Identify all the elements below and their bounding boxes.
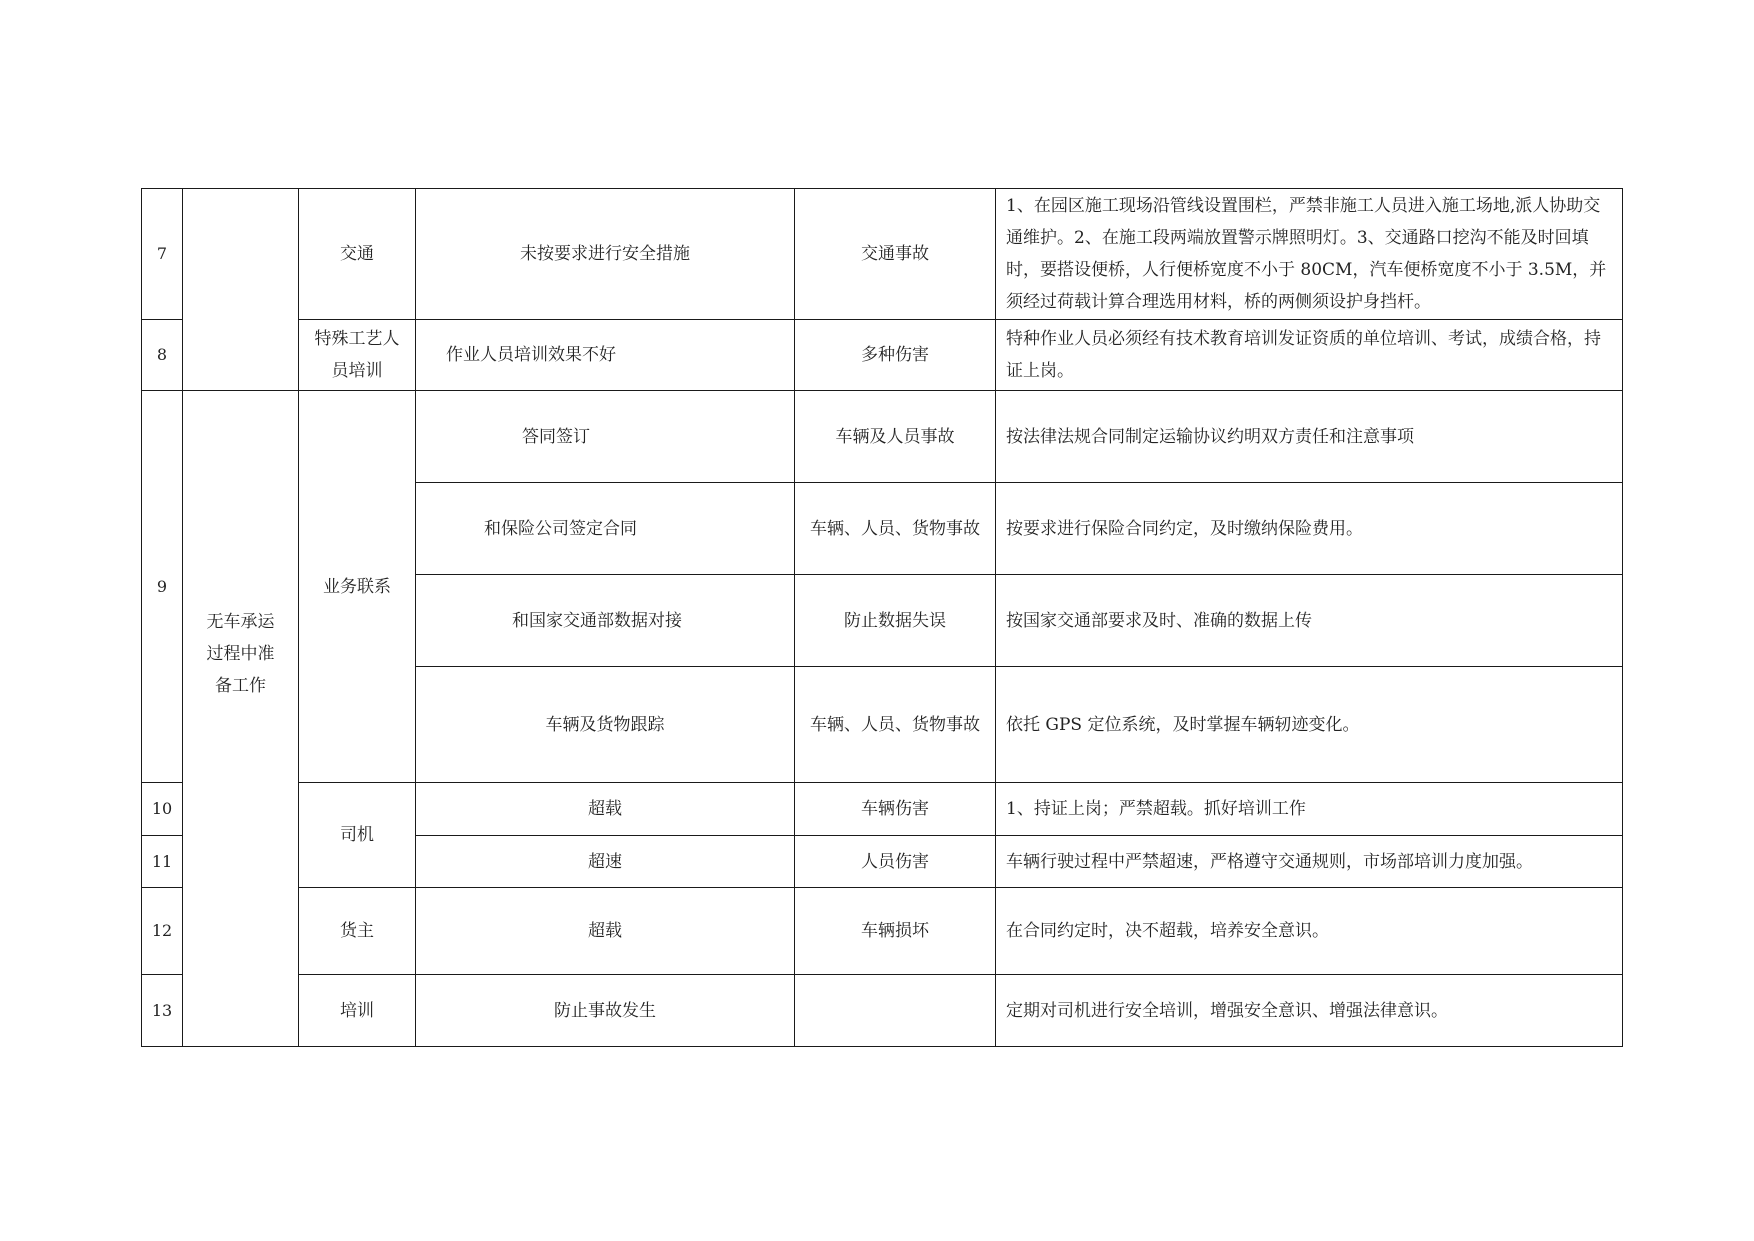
row-number: 11	[142, 836, 183, 888]
hazard-cell: 答同签订	[416, 391, 795, 483]
item-cell: 交通	[299, 189, 416, 320]
row-number: 10	[142, 783, 183, 836]
row-number: 13	[142, 975, 183, 1047]
measure-cell: 依托 GPS 定位系统，及时掌握车辆轫迹变化。	[996, 667, 1623, 783]
consequence-cell: 人员伤害	[795, 836, 996, 888]
item-cell: 特殊工艺人员培训	[299, 320, 416, 391]
row-number: 7	[142, 189, 183, 320]
hazard-cell: 防止事故发生	[416, 975, 795, 1047]
hazard-cell: 车辆及货物跟踪	[416, 667, 795, 783]
hazard-cell: 超载	[416, 783, 795, 836]
measure-cell: 在合同约定时，决不超载，培养安全意识。	[996, 888, 1623, 975]
table-row	[142, 320, 1623, 391]
measure-cell: 定期对司机进行安全培训，增强安全意识、增强法律意识。	[996, 975, 1623, 1047]
consequence-cell: 多种伤害	[795, 320, 996, 391]
category-label: 无车承运过程中准备工作	[206, 612, 275, 696]
consequence-cell: 车辆及人员事故	[795, 391, 996, 483]
hazard-cell: 超载	[416, 888, 795, 975]
consequence-cell: 车辆、人员、货物事故	[795, 667, 996, 783]
table-row	[142, 189, 1623, 320]
row-number: 9	[142, 391, 183, 783]
hazard-cell: 超速	[416, 836, 795, 888]
measure-cell: 按法律法规合同制定运输协议约明双方责任和注意事项	[996, 391, 1623, 483]
table-row	[142, 888, 1623, 975]
risk-control-table	[141, 188, 1623, 1047]
hazard-cell: 未按要求进行安全措施	[416, 189, 795, 320]
category-cell	[183, 391, 299, 1047]
category-cell-empty	[183, 189, 299, 391]
measure-cell: 特种作业人员必须经有技术教育培训发证资质的单位培训、考试，成绩合格，持证上岗。	[996, 320, 1623, 391]
hazard-cell: 作业人员培训效果不好	[416, 320, 795, 391]
measure-cell: 按国家交通部要求及时、准确的数据上传	[996, 575, 1623, 667]
item-cell: 货主	[299, 888, 416, 975]
consequence-cell: 防止数据失误	[795, 575, 996, 667]
hazard-cell: 和保险公司签定合同	[416, 483, 795, 575]
consequence-cell: 车辆伤害	[795, 783, 996, 836]
measure-cell: 按要求进行保险合同约定，及时缴纳保险费用。	[996, 483, 1623, 575]
measure-cell: 1、持证上岗；严禁超载。抓好培训工作	[996, 783, 1623, 836]
table-row	[142, 391, 1623, 483]
row-number: 12	[142, 888, 183, 975]
consequence-cell: 车辆损坏	[795, 888, 996, 975]
measure-cell: 车辆行驶过程中严禁超速，严格遵守交通规则，市场部培训力度加强。	[996, 836, 1623, 888]
item-cell: 培训	[299, 975, 416, 1047]
consequence-cell	[795, 975, 996, 1047]
consequence-cell: 交通事故	[795, 189, 996, 320]
hazard-cell: 和国家交通部数据对接	[416, 575, 795, 667]
table-row	[142, 783, 1623, 836]
item-cell: 司机	[299, 783, 416, 888]
table-row	[142, 975, 1623, 1047]
consequence-cell: 车辆、人员、货物事故	[795, 483, 996, 575]
row-number: 8	[142, 320, 183, 391]
item-cell: 业务联系	[299, 391, 416, 783]
measure-cell: 1、在园区施工现场沿管线设置围栏，严禁非施工人员进入施工场地,派人协助交通维护。2、在施工段两端放置警示牌照明灯。3、交通路口挖沟不能及时回填时，要搭设便桥，人行便桥宽度不小于 80CM，汽车便桥宽度不小于 3.5M，并须经过荷载计算合理选用材料，桥的两侧须设护身挡杆。	[996, 189, 1623, 320]
